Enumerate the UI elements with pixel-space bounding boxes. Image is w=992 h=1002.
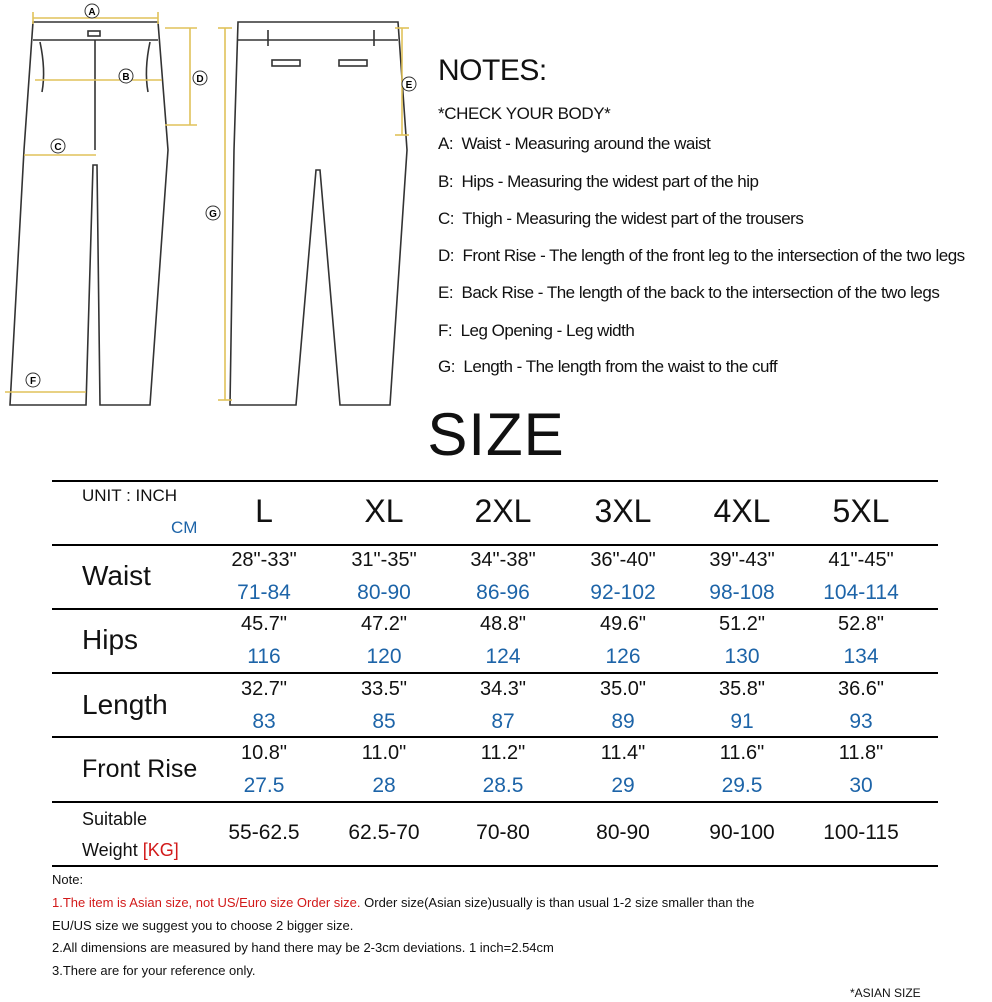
weight-5xl: 100-115 (823, 821, 899, 844)
waist-cm-xl: 80-90 (357, 581, 411, 604)
row-label-waist: Waist (82, 560, 151, 591)
table-rule (52, 480, 938, 482)
notes-title: NOTES: (438, 54, 547, 87)
length-inch-2xl: 34.3" (479, 678, 527, 700)
length-cm-l: 83 (252, 710, 276, 733)
note-item-length: G: Length - The length from the waist to the cuff (438, 357, 778, 376)
marker-e-icon (402, 77, 416, 91)
note-item-waist: A: Waist - Measuring around the waist (438, 134, 711, 153)
hips-cm-4xl: 130 (724, 645, 760, 668)
marker-f-icon (26, 373, 40, 387)
waist-inch-4xl: 39"-43" (709, 549, 775, 571)
svg-text:D: D (196, 74, 204, 85)
waist-cm-2xl: 86-96 (476, 581, 530, 604)
weight-label-line1: Suitable (82, 809, 148, 829)
footnote-line1-cont: EU/US size we suggest you to choose 2 bigger size. (52, 918, 354, 933)
waist-inch-2xl: 34"-38" (470, 549, 536, 571)
hips-cm-5xl: 134 (843, 645, 879, 668)
footnote-title: Note: (52, 872, 84, 887)
front-rise-cm-4xl: 29.5 (721, 774, 763, 797)
waist-cm-l: 71-84 (237, 581, 291, 604)
waist-inch-xl: 31"-35" (351, 549, 417, 571)
waist-inch-5xl: 41"-45" (828, 549, 894, 571)
marker-c-icon (51, 139, 65, 153)
hips-cm-l: 116 (247, 645, 281, 668)
waist-cm-4xl: 98-108 (709, 581, 775, 604)
length-cm-3xl: 89 (611, 710, 635, 733)
table-rule (52, 801, 938, 803)
length-inch-4xl: 35.8" (718, 678, 766, 700)
marker-a-icon (85, 4, 99, 18)
table-rule (52, 736, 938, 738)
size-header-l: L (255, 493, 273, 529)
waist-inch-l: 28"-33" (231, 549, 297, 571)
weight-xl: 62.5-70 (348, 821, 420, 844)
note-item-leg-opening: F: Leg Opening - Leg width (438, 321, 635, 340)
length-cm-4xl: 91 (730, 710, 754, 733)
unit-label: UNIT : INCH (82, 486, 178, 505)
weight-l: 55-62.5 (228, 821, 300, 844)
size-header-3xl: 3XL (594, 493, 652, 529)
front-rise-cm-xl: 28 (372, 774, 396, 797)
svg-text:F: F (29, 376, 37, 387)
front-rise-inch-xl: 11.0" (361, 742, 407, 764)
hips-inch-l: 45.7" (240, 613, 288, 635)
note-item-front-rise: D: Front Rise - The length of the front leg to the intersection of the two legs (438, 246, 965, 265)
marker-g-icon (206, 206, 220, 220)
weight-3xl: 80-90 (596, 821, 650, 844)
size-title: SIZE (427, 401, 565, 468)
length-inch-xl: 33.5" (360, 678, 408, 700)
row-label-hips: Hips (82, 624, 139, 655)
hips-inch-xl: 47.2" (360, 613, 408, 635)
row-label-front-rise: Front Rise (82, 755, 198, 783)
hips-inch-3xl: 49.6" (599, 613, 647, 635)
front-rise-cm-3xl: 29 (611, 774, 635, 797)
marker-b-icon (119, 69, 133, 83)
weight-unit: [KG] (142, 840, 179, 860)
length-inch-5xl: 36.6" (837, 678, 885, 700)
length-cm-5xl: 93 (849, 710, 873, 733)
length-inch-3xl: 35.0" (599, 678, 647, 700)
front-rise-inch-5xl: 11.8" (838, 742, 884, 764)
size-header-4xl: 4XL (713, 493, 771, 529)
hips-cm-2xl: 124 (485, 645, 521, 668)
table-rule (52, 544, 938, 546)
front-rise-cm-l: 27.5 (243, 774, 285, 797)
footnote-line2: 2.All dimensions are measured by hand there may be 2-3cm deviations. 1 inch=2.54cm (52, 940, 554, 955)
hips-inch-4xl: 51.2" (718, 613, 766, 635)
weight-label-line2: Weight [KG] (82, 840, 179, 860)
weight-2xl: 70-80 (476, 821, 530, 844)
waist-cm-5xl: 104-114 (823, 581, 899, 604)
footnote-line3: 3.There are for your reference only. (52, 963, 256, 978)
pants-measurement-diagram (0, 0, 430, 410)
size-header-xl: XL (364, 493, 404, 529)
length-cm-2xl: 87 (491, 710, 515, 733)
front-rise-cm-2xl: 28.5 (482, 774, 524, 797)
hips-inch-2xl: 48.8" (479, 613, 527, 635)
svg-text:C: C (54, 142, 62, 153)
note-item-thigh: C: Thigh - Measuring the widest part of the trousers (438, 209, 804, 228)
svg-text:G: G (209, 209, 217, 220)
marker-d-icon (193, 71, 207, 85)
weight-4xl: 90-100 (709, 821, 775, 844)
footnote-line1: 1.The item is Asian size, not US/Euro size Order size. Order size(Asian size)usually is than usual 1-2 size smaller than the (52, 895, 755, 910)
waist-inch-3xl: 36"-40" (590, 549, 656, 571)
svg-text:A: A (88, 7, 96, 18)
front-rise-inch-3xl: 11.4" (600, 742, 646, 764)
waist-cm-3xl: 92-102 (590, 581, 656, 604)
length-cm-xl: 85 (372, 710, 396, 733)
front-rise-inch-2xl: 11.2" (480, 742, 526, 764)
table-rule (52, 865, 938, 867)
table-rule (52, 608, 938, 610)
size-header-5xl: 5XL (832, 493, 890, 529)
hips-cm-3xl: 126 (605, 645, 641, 668)
size-header-2xl: 2XL (474, 493, 532, 529)
front-rise-inch-l: 10.8" (240, 742, 288, 764)
asian-size-label: *ASIAN SIZE (850, 986, 921, 1000)
back-pants-outline (230, 22, 407, 405)
svg-text:B: B (122, 72, 130, 83)
note-item-back-rise: E: Back Rise - The length of the back to the intersection of the two legs (438, 283, 940, 302)
front-rise-inch-4xl: 11.6" (719, 742, 765, 764)
row-label-length: Length (82, 689, 168, 720)
table-rule (52, 672, 938, 674)
notes-subtitle: *CHECK YOUR BODY* (438, 104, 611, 123)
note-item-hips: B: Hips - Measuring the widest part of the hip (438, 172, 759, 191)
hips-cm-xl: 120 (366, 645, 402, 668)
hips-inch-5xl: 52.8" (837, 613, 885, 635)
svg-text:E: E (405, 80, 413, 91)
cm-label: CM (171, 518, 198, 537)
length-inch-l: 32.7" (240, 678, 288, 700)
front-rise-cm-5xl: 30 (849, 774, 873, 797)
